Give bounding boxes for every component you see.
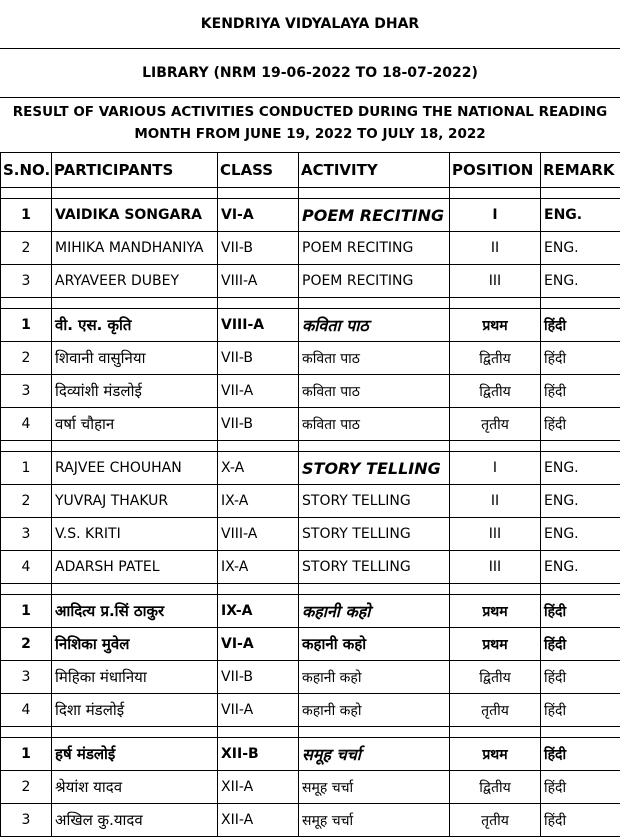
header-remark: REMARK [541,153,620,188]
header-position: POSITION [450,153,541,188]
section-title: LIBRARY (NRM 19-06-2022 TO 18-07-2022) [0,49,620,98]
separator-cell [1,584,52,595]
cell-sno: 1 [1,452,52,485]
cell-position: III [450,551,541,584]
group-separator [1,584,620,595]
cell-sno: 4 [1,551,52,584]
cell-position: द्वितीय [450,375,541,408]
separator-cell [52,584,218,595]
table-body [1,188,620,837]
cell-position: तृतीय [450,694,541,727]
table-row [1,771,620,804]
cell-activity: कविता पाठ [299,375,450,408]
cell-position: प्रथम [450,595,541,628]
header-participants: PARTICIPANTS [52,153,218,188]
cell-sno: 3 [1,265,52,298]
group-separator [1,441,620,452]
separator-cell [1,298,52,309]
cell-class: XII-A [218,771,299,804]
separator-cell [299,188,450,199]
cell-class: VII-B [218,232,299,265]
cell-participant: वी. एस. कृति [52,309,218,342]
table-row [1,232,620,265]
cell-remark: ENG. [541,265,620,298]
cell-remark: हिंदी [541,595,620,628]
group-separator [1,727,620,738]
cell-class: VII-B [218,661,299,694]
separator-cell [218,188,299,199]
cell-remark: हिंदी [541,375,620,408]
cell-sno: 4 [1,408,52,441]
cell-activity: कविता पाठ [299,309,450,342]
cell-participant: RAJVEE CHOUHAN [52,452,218,485]
header-activity: ACTIVITY [299,153,450,188]
cell-position: तृतीय [450,408,541,441]
cell-class: X-A [218,452,299,485]
cell-participant: शिवानी वासुनिया [52,342,218,375]
separator-cell [450,584,541,595]
table-row [1,452,620,485]
cell-activity: STORY TELLING [299,518,450,551]
cell-position: I [450,199,541,232]
subtitle-line-2: MONTH FROM JUNE 19, 2022 TO JULY 18, 2022 [0,123,620,145]
separator-cell [450,727,541,738]
separator-cell [218,441,299,452]
table-header-row [1,153,620,188]
cell-remark: हिंदी [541,628,620,661]
table-row [1,628,620,661]
cell-activity: कविता पाठ [299,342,450,375]
cell-sno: 4 [1,694,52,727]
separator-cell [541,298,620,309]
cell-sno: 1 [1,595,52,628]
separator-cell [218,727,299,738]
header-class: CLASS [218,153,299,188]
cell-position: द्वितीय [450,771,541,804]
separator-cell [299,298,450,309]
header-sno: S.NO. [1,153,52,188]
school-title: KENDRIYA VIDYALAYA DHAR [0,0,620,49]
separator-cell [52,727,218,738]
cell-class: VIII-A [218,309,299,342]
cell-class: IX-A [218,551,299,584]
cell-activity: समूह चर्चा [299,804,450,837]
separator-cell [299,441,450,452]
subtitle-line-1: RESULT OF VARIOUS ACTIVITIES CONDUCTED DURING THE NATIONAL READING [0,101,620,123]
cell-sno: 2 [1,342,52,375]
cell-sno: 3 [1,661,52,694]
cell-class: VII-B [218,408,299,441]
cell-class: VII-B [218,342,299,375]
table-row [1,738,620,771]
separator-cell [52,441,218,452]
cell-participant: हर्ष मंडलोई [52,738,218,771]
separator-cell [218,298,299,309]
cell-remark: हिंदी [541,408,620,441]
cell-position: प्रथम [450,738,541,771]
table-row [1,342,620,375]
table-row [1,518,620,551]
table-row [1,551,620,584]
cell-participant: अखिल कु.यादव [52,804,218,837]
cell-activity: समूह चर्चा [299,738,450,771]
separator-cell [52,188,218,199]
cell-sno: 2 [1,628,52,661]
cell-sno: 2 [1,232,52,265]
cell-participant: ADARSH PATEL [52,551,218,584]
cell-participant: V.S. KRITI [52,518,218,551]
cell-participant: मिहिका मंधानिया [52,661,218,694]
cell-position: तृतीय [450,804,541,837]
cell-position: द्वितीय [450,661,541,694]
separator-cell [450,298,541,309]
table-row [1,265,620,298]
cell-position: प्रथम [450,309,541,342]
separator-cell [450,441,541,452]
table-row [1,375,620,408]
separator-cell [541,188,620,199]
cell-sno: 1 [1,199,52,232]
cell-position: III [450,518,541,551]
cell-activity: POEM RECITING [299,199,450,232]
cell-remark: ENG. [541,485,620,518]
result-subtitle [0,98,620,152]
cell-participant: आदित्य प्र.सिं ठाकुर [52,595,218,628]
cell-class: VI-A [218,628,299,661]
cell-position: II [450,485,541,518]
separator-cell [1,727,52,738]
cell-position: प्रथम [450,628,541,661]
cell-remark: हिंदी [541,342,620,375]
cell-class: IX-A [218,595,299,628]
cell-participant: दिव्यांशी मंडलोई [52,375,218,408]
table-row [1,309,620,342]
cell-class: XII-B [218,738,299,771]
cell-class: VIII-A [218,265,299,298]
cell-participant: श्रेयांश यादव [52,771,218,804]
cell-participant: MIHIKA MANDHANIYA [52,232,218,265]
cell-sno: 3 [1,804,52,837]
cell-position: द्वितीय [450,342,541,375]
table-row [1,595,620,628]
cell-sno: 2 [1,771,52,804]
cell-participant: YUVRAJ THAKUR [52,485,218,518]
results-table [0,152,620,837]
cell-participant: VAIDIKA SONGARA [52,199,218,232]
cell-activity: STORY TELLING [299,485,450,518]
table-row [1,804,620,837]
cell-sno: 3 [1,518,52,551]
separator-cell [1,188,52,199]
table-row [1,661,620,694]
cell-class: VII-A [218,694,299,727]
separator-cell [299,584,450,595]
separator-cell [541,441,620,452]
separator-cell [218,584,299,595]
cell-remark: ENG. [541,232,620,265]
cell-sno: 1 [1,309,52,342]
table-row [1,408,620,441]
cell-participant: ARYAVEER DUBEY [52,265,218,298]
separator-cell [299,727,450,738]
separator-cell [52,298,218,309]
cell-participant: वर्षा चौहान [52,408,218,441]
cell-activity: कविता पाठ [299,408,450,441]
cell-class: XII-A [218,804,299,837]
table-row [1,694,620,727]
cell-position: I [450,452,541,485]
cell-remark: ENG. [541,518,620,551]
cell-activity: STORY TELLING [299,551,450,584]
cell-activity: STORY TELLING [299,452,450,485]
cell-remark: हिंदी [541,771,620,804]
cell-remark: हिंदी [541,738,620,771]
cell-remark: हिंदी [541,694,620,727]
cell-remark: हिंदी [541,804,620,837]
cell-remark: ENG. [541,199,620,232]
cell-class: VI-A [218,199,299,232]
cell-position: III [450,265,541,298]
table-row [1,485,620,518]
cell-class: VII-A [218,375,299,408]
cell-participant: निशिका मुवेल [52,628,218,661]
cell-activity: कहानी कहो [299,628,450,661]
cell-activity: कहानी कहो [299,661,450,694]
group-separator [1,188,620,199]
cell-remark: ENG. [541,452,620,485]
cell-class: IX-A [218,485,299,518]
cell-activity: POEM RECITING [299,232,450,265]
separator-cell [450,188,541,199]
separator-cell [1,441,52,452]
cell-remark: हिंदी [541,309,620,342]
cell-activity: कहानी कहो [299,694,450,727]
cell-sno: 3 [1,375,52,408]
table-row [1,199,620,232]
group-separator [1,298,620,309]
separator-cell [541,727,620,738]
cell-activity: कहानी कहो [299,595,450,628]
cell-remark: ENG. [541,551,620,584]
separator-cell [541,584,620,595]
cell-activity: POEM RECITING [299,265,450,298]
cell-activity: समूह चर्चा [299,771,450,804]
cell-participant: दिशा मंडलोई [52,694,218,727]
cell-sno: 2 [1,485,52,518]
cell-remark: हिंदी [541,661,620,694]
cell-sno: 1 [1,738,52,771]
cell-class: VIII-A [218,518,299,551]
cell-position: II [450,232,541,265]
